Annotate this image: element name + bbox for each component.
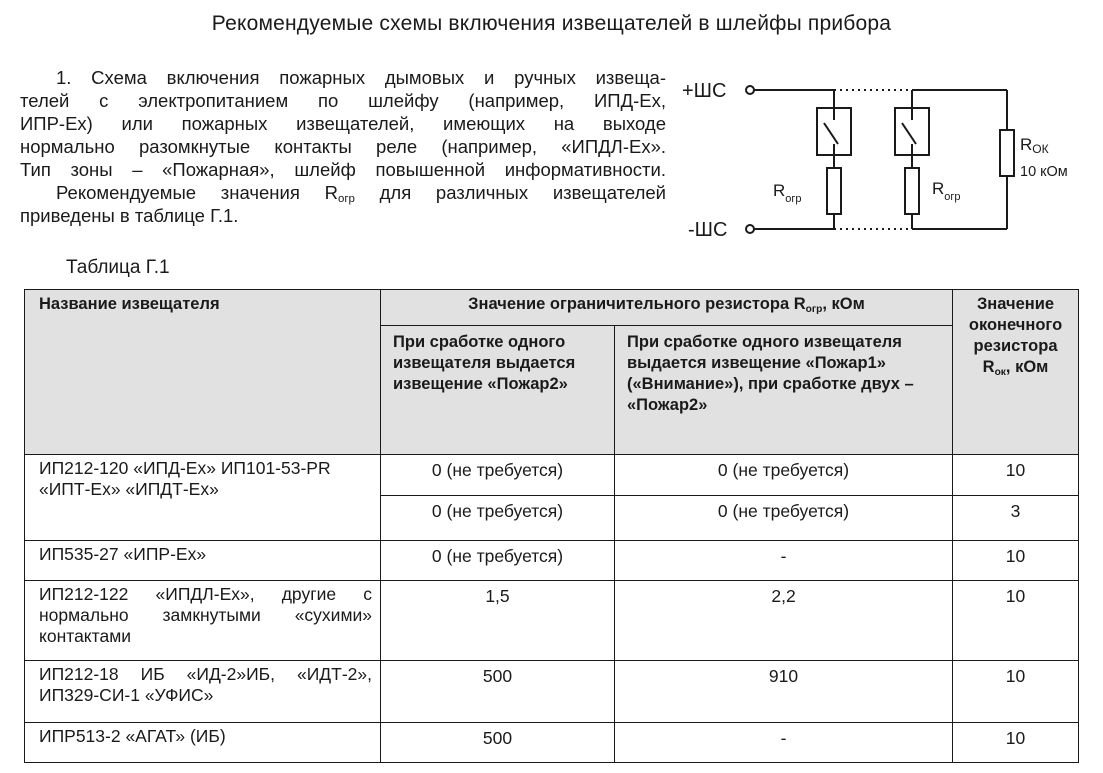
table-caption: Таблица Г.1 bbox=[66, 257, 170, 278]
r-limit-two-cell: - bbox=[615, 541, 953, 581]
r-end-cell: 10 bbox=[953, 541, 1079, 581]
detector-resistor-table bbox=[24, 289, 1079, 763]
r-limit-two-cell: 0 (не требуется) bbox=[615, 496, 953, 541]
r-limit-two-cell: 910 bbox=[615, 661, 953, 723]
paragraph-line bbox=[20, 181, 666, 204]
r-limit-two-cell: - bbox=[615, 723, 953, 763]
r-limit-one-cell: 0 (не требуется) bbox=[381, 541, 615, 581]
table-row bbox=[25, 455, 1079, 496]
table-header-row bbox=[25, 290, 1079, 326]
r-end-cell: 10 bbox=[953, 581, 1079, 661]
description-paragraph bbox=[20, 66, 666, 227]
r-end-cell: 10 bbox=[953, 455, 1079, 496]
subscript: огр bbox=[337, 193, 355, 205]
header-end-resistor: Значение оконечного резистора $R_{ок}$, кОм bbox=[953, 290, 1079, 455]
plus-terminal-label: +ШС bbox=[682, 80, 727, 102]
terminating-resistor-label: RОК bbox=[1020, 135, 1049, 156]
paragraph-line: телей с электропитанием по шлейфу (например, ИПД-Ех, bbox=[20, 90, 666, 111]
r-limit-one-cell: 1,5 bbox=[381, 581, 615, 661]
r-limit-two-cell: 2,2 bbox=[615, 581, 953, 661]
header-one-detector-fire2: При сработке одного извещателя выдается извещение «Пожар2» bbox=[381, 326, 615, 455]
r-limit-two-cell: 0 (не требуется) bbox=[615, 455, 953, 496]
wiring-schematic bbox=[672, 70, 1092, 250]
table-row bbox=[25, 723, 1079, 763]
header-one-detector-fire1: При сработке одного извещателя выдается извещение «Пожар1» («Внимание»), при сработке двух – «Пожар2» bbox=[615, 326, 953, 455]
resistor-label-2: $R_{огр}$ bbox=[932, 179, 961, 203]
paragraph-text: Рекомендуемые значения R bbox=[56, 182, 338, 203]
header-detector-name: Название извещателя bbox=[25, 290, 381, 455]
paragraph-line: приведены в таблице Г.1. bbox=[20, 205, 239, 226]
r-limit-one-cell: 0 (не требуется) bbox=[381, 496, 615, 541]
r-end-cell: 10 bbox=[953, 723, 1079, 763]
r-limit-one-cell: 0 (не требуется) bbox=[381, 455, 615, 496]
page-title: Рекомендуемые схемы включения извещателей в шлейфы прибора bbox=[211, 12, 892, 35]
r-limit-one-cell: 500 bbox=[381, 723, 615, 763]
minus-terminal-label: -ШС bbox=[688, 219, 728, 241]
terminating-resistor-value: 10 кОм bbox=[1020, 164, 1068, 180]
detector-name-cell: ИП212-122 «ИПДЛ-Ех», другие с нормально замкнутыми «сухими» контактами bbox=[25, 581, 381, 661]
detector-name-cell: ИП535-27 «ИПР-Ех» bbox=[25, 541, 381, 581]
paragraph-line: нормально разомкнутые контакты реле (например, «ИПДЛ-Ех». bbox=[20, 136, 666, 157]
r-end-cell: 10 bbox=[953, 661, 1079, 723]
table-row bbox=[25, 541, 1079, 581]
table-row bbox=[25, 661, 1079, 723]
paragraph-line: ИПР-Ех) или пожарных извещателей, имеющих на выходе bbox=[20, 113, 666, 134]
detector-name-cell: ИПР513-2 «АГАТ» (ИБ) bbox=[25, 723, 381, 763]
detector-name-cell: ИП212-18 ИБ «ИД-2»ИБ, «ИДТ-2», ИП329-СИ-1 «УФИС» bbox=[25, 661, 381, 723]
paragraph-line: 1. Схема включения пожарных дымовых и ручных извеща- bbox=[56, 67, 666, 88]
paragraph-text: для различных извещателей bbox=[354, 182, 667, 203]
detector-name-cell: ИП212-120 «ИПД-Ех» ИП101-53-PR «ИПТ-Ех» «ИПДТ-Ех» bbox=[25, 455, 381, 541]
r-end-cell: 3 bbox=[953, 496, 1079, 541]
header-limit-resistor: Значение ограничительного резистора $R_{огр}$, кОм bbox=[381, 290, 953, 326]
paragraph-line: Тип зоны – «Пожарная», шлейф повышенной информативности. bbox=[20, 159, 666, 180]
r-limit-one-cell: 500 bbox=[381, 661, 615, 723]
table-row bbox=[25, 581, 1079, 661]
resistor-label-1: $R_{огр}$ bbox=[773, 181, 802, 205]
